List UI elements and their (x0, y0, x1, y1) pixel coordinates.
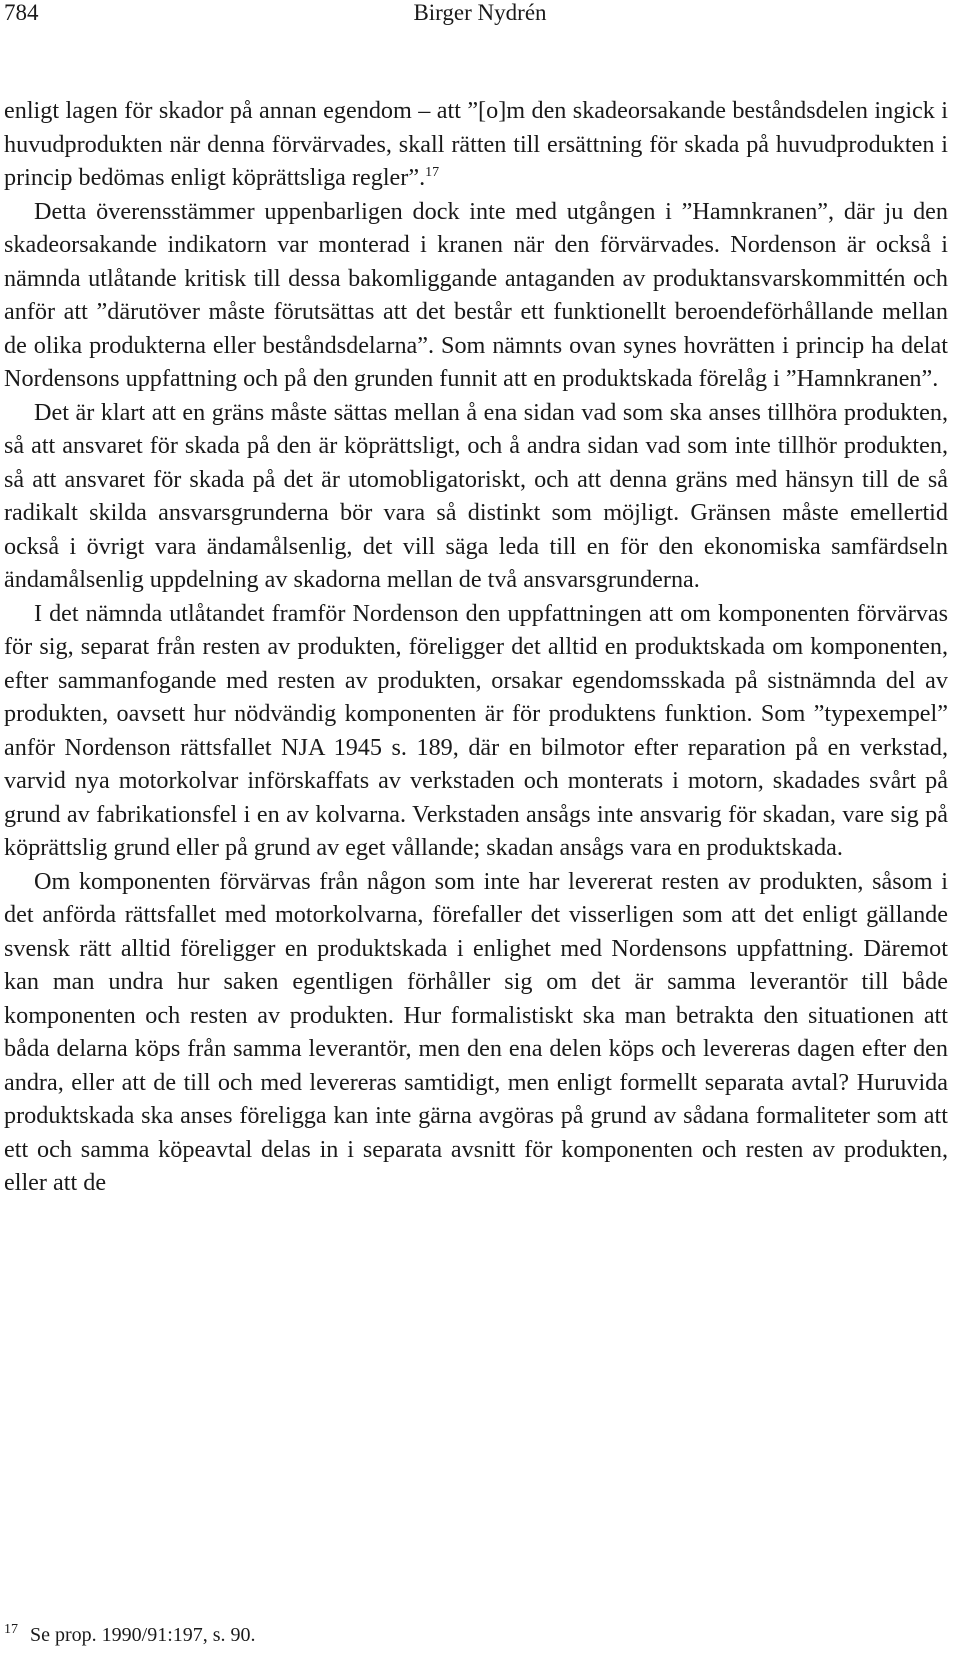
paragraph-1-text: enligt lagen för skador på annan egendom – att ”[o]m den skadeorsakande beståndsdelen ingick i huvudprodukten när denna förvärvades, skall rätten till ersättning för skada på huvudprodukten i princip bedömas enligt köprättsliga regler”. (4, 97, 948, 191)
running-author: Birger Nydrén (413, 0, 547, 25)
paragraph-2: Detta överensstämmer uppenbarligen dock inte med utgången i ”Hamnkranen”, där ju den skadeorsakande indikatorn var monterad i kranen när den förvärvades. Nordenson är också i nämnda utlåtande kritisk till dessa bakomliggande antaganden av produktansvarskommittén och anför att ”därutöver måste förutsättas att det består ett funktionellt beroendeförhållande mellan de olika produkterna eller beståndsdelarna”. Som nämnts ovan synes hovrätten i princip ha delat Nordensons uppfattning och på den grunden funnit att en produktskada förelåg i ”Hamnkranen”. (4, 197, 948, 392)
page-number: 784 (4, 0, 39, 25)
footnote (4, 1623, 948, 1647)
paragraph-5: Om komponenten förvärvas från någon som inte har levererat resten av produkten, såsom i det anförda rättsfallet med motorkolvarna, förefaller det visserligen som att det enligt gällande svensk rätt alltid föreligger en produktskada i enlighet med Nordensons uppfattning. Däremot kan man undra hur saken egentligen förhåller sig om det är samma leverantör till både komponenten och resten av produkten. Hur formalistiskt ska man betrakta den situationen att båda delarna köps från samma leverantör, men den ena delen köps och levereras dagen efter den andra, eller att de till och med levereras samtidigt, men enligt formellt separata avtal? Huruvida produktskada ska anses föreligga kan inte gärna avgöras på grund av sådana formaliteter som att ett och samma köpeavtal delas in i separata avsnitt för komponenten och resten av produkten, eller att de (4, 867, 948, 1196)
paragraph-1 (4, 94, 948, 195)
footnote-number: 17 (4, 1622, 18, 1638)
footnote-reference[interactable]: 17 (425, 164, 440, 180)
footnote-text: Se prop. 1990/91:197, s. 90. (30, 1624, 256, 1646)
paragraph-3: Det är klart att en gräns måste sättas mellan å ena sidan vad som ska anses tillhöra produkten, så att ansvaret för skada på den är köprättsligt, och å andra sidan vad som inte tillhör produkten, så att ansvaret för skada på det är utomobligatoriskt, och att denna gräns med hänsyn till de så radikalt skilda ansvarsgrunderna bör vara så distinkt som möjligt. Gränsen måste emellertid också i övrigt vara ändamålsenlig, det vill säga leda till en för den ekonomiska samfärdseln ändamålsenlig uppdelning av skadorna mellan de två ansvarsgrunderna. (4, 398, 948, 593)
running-head (0, 0, 960, 30)
body-text (4, 94, 948, 1200)
paragraph-4: I det nämnda utlåtandet framför Nordenson den uppfattningen att om komponenten förvärvas för sig, separat från resten av produkten, föreligger det alltid en produktskada om komponenten, efter sammanfogande med resten av produkten, orsakar egendomsskada på sistnämnda del av produkten, oavsett hur nödvändig komponenten är för produktens funktion. Som ”typexempel” anför Nordenson rättsfallet NJA 1945 s. 189, där en bilmotor efter reparation på en verkstad, varvid nya motorkolvar införskaffats av verkstaden och monterats i motorn, skadades svårt på grund av fabrikationsfel i en av kolvarna. Verkstaden ansågs inte ansvarig för skadan, vare sig på köprättslig grund eller på grund av eget vållande; skadan ansågs vara en produktskada. (4, 599, 948, 861)
